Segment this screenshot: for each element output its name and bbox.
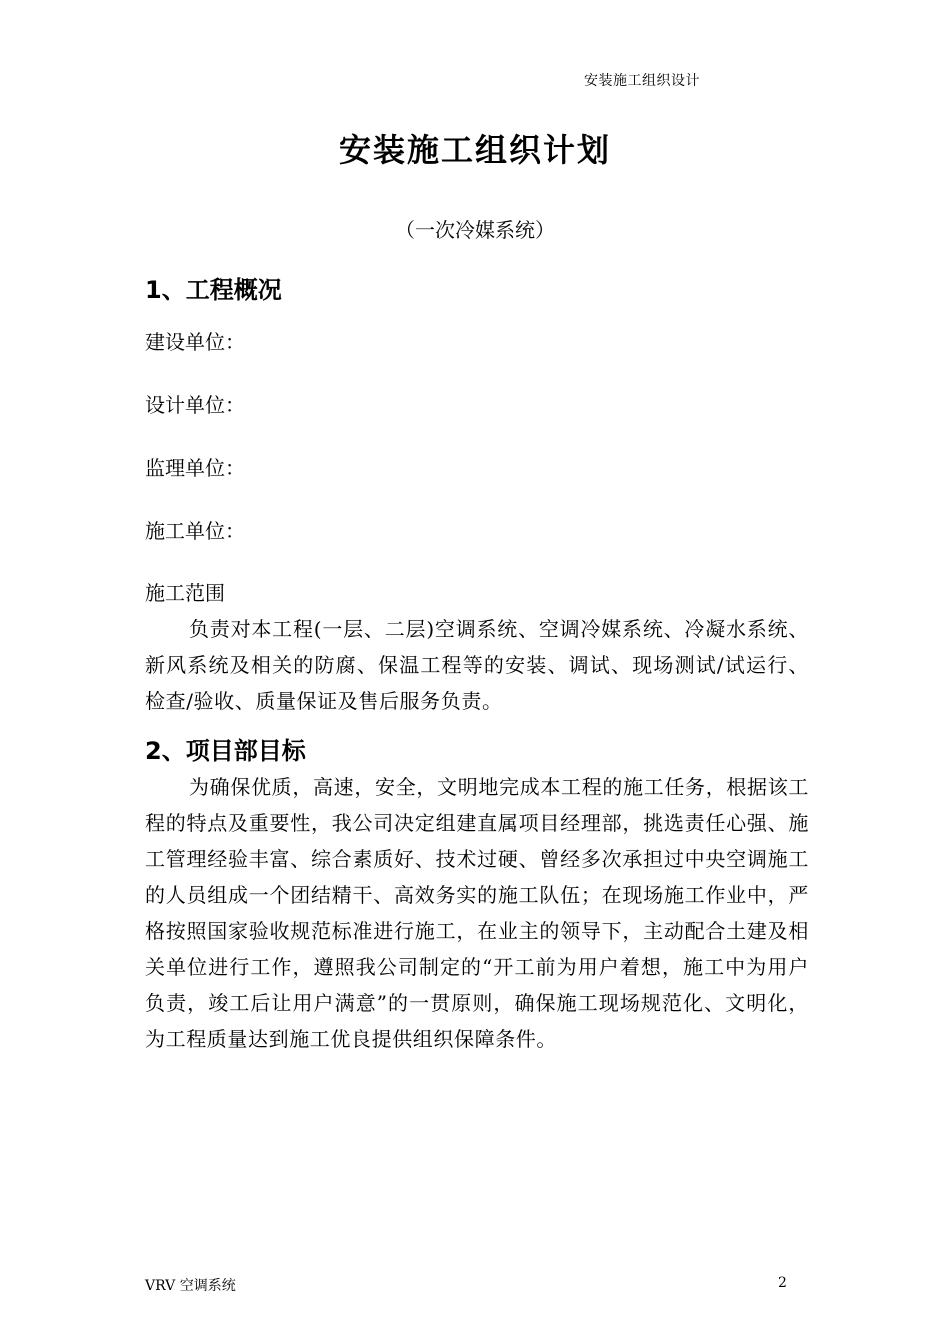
section-2 <box>145 733 809 1057</box>
document-body <box>145 272 809 1057</box>
section-1-heading: 1、工程概况 <box>145 276 282 304</box>
footer-label: VRV 空调系统 <box>145 1278 236 1294</box>
field-design-unit: 设计单位： <box>145 393 245 417</box>
section-2-paragraph: 为确保优质，高速，安全，文明地完成本工程的施工任务，根据该工程的特点及重要性，我公司决定组建直属项目经理部，挑选责任心强、施工管理经验丰富、综合素质好、技术过硬、曾经多次承担过中央空调施工的人员组成一个团结精干、高效务实的施工队伍；在现场施工作业中，严格按照国家验收规范标准进行施工，在业主的领导下，主动配合土建及相关单位进行工作，遵照我公司制定的“开工前为用户着想，施工中为用户负责，竣工后让用户满意”的一贯原则，确保施工现场规范化、文明化，为工程质量达到施工优良提供组织保障条件。 <box>145 775 809 1051</box>
document-subtitle: （一次冷媒系统） <box>395 218 555 242</box>
scope-paragraph: 负责对本工程(一层、二层)空调系统、空调冷媒系统、冷凝水系统、新风系统及相关的防腐、保温工程等的安装、调试、现场测试/试运行、检查/验收、质量保证及售后服务负责。 <box>145 617 809 713</box>
scope-label: 施工范围 <box>145 581 225 605</box>
running-header: 安装施工组织设计 <box>584 73 700 89</box>
field-contractor-unit: 施工单位： <box>145 519 245 543</box>
field-supervision-unit: 监理单位： <box>145 456 245 480</box>
section-2-heading: 2、项目部目标 <box>145 737 306 765</box>
page-number: 2 <box>778 1275 787 1291</box>
document-title: 安装施工组织计划 <box>338 131 611 169</box>
field-construction-unit: 建设单位： <box>145 330 245 354</box>
